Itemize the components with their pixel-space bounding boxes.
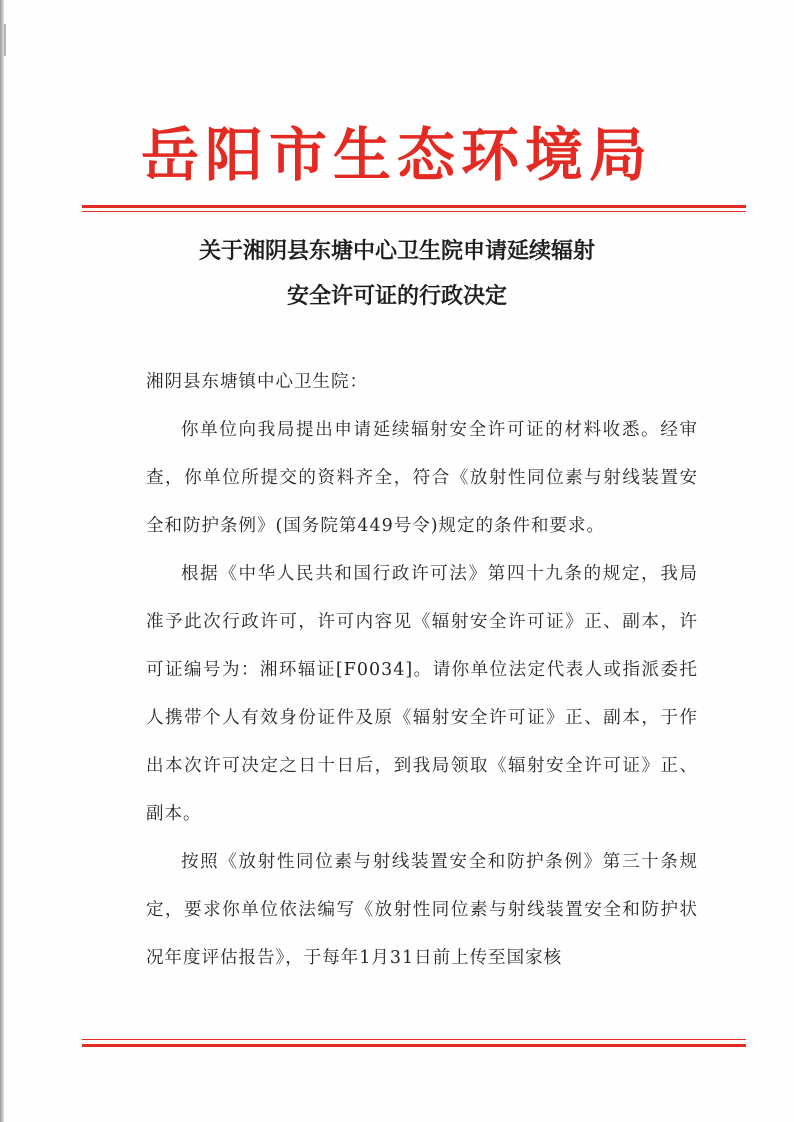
body-paragraph-2: 根据《中华人民共和国行政许可法》第四十九条的规定，我局准予此次行政许可，许可内容见《辐射安全许可证》正、副本，许可证编号为：湘环辐证[F0034]。请你单位法定代表人或指派委托人携带个人有效身份证件及原《辐射安全许可证》正、副本，于作出本次许可决定之日十日后，到我局领取《辐射安全许可证》正、副本。 — [146, 564, 698, 824]
footer-rule-thick — [82, 1044, 746, 1047]
footer-rule-thin — [82, 1039, 746, 1040]
document-title-line-1: 关于湘阴县东塘中心卫生院申请延续辐射 — [198, 239, 595, 264]
document-title-line-2: 安全许可证的行政决定 — [286, 284, 507, 309]
body-paragraph-3: 按照《放射性同位素与射线装置安全和防护条例》第三十条规定，要求你单位依法编写《放射性同位素与射线装置安全和防护状况年度评估报告》，于每年1月31日前上传至国家核 — [146, 852, 698, 968]
body-paragraph-1: 你单位向我局提出申请延续辐射安全许可证的材料收悉。经审查，你单位所提交的资料齐全，符合《放射性同位素与射线装置安全和防护条例》(国务院第449号令)规定的条件和要求。 — [146, 420, 698, 536]
salutation: 湘阴县东塘镇中心卫生院： — [146, 372, 368, 392]
document-body — [146, 358, 698, 982]
agency-letterhead: 岳阳市生态环境局 — [140, 121, 653, 189]
letterhead-rule-thick — [82, 205, 746, 208]
letterhead-rule-thin — [82, 211, 746, 212]
scan-edge-mark — [4, 24, 6, 56]
